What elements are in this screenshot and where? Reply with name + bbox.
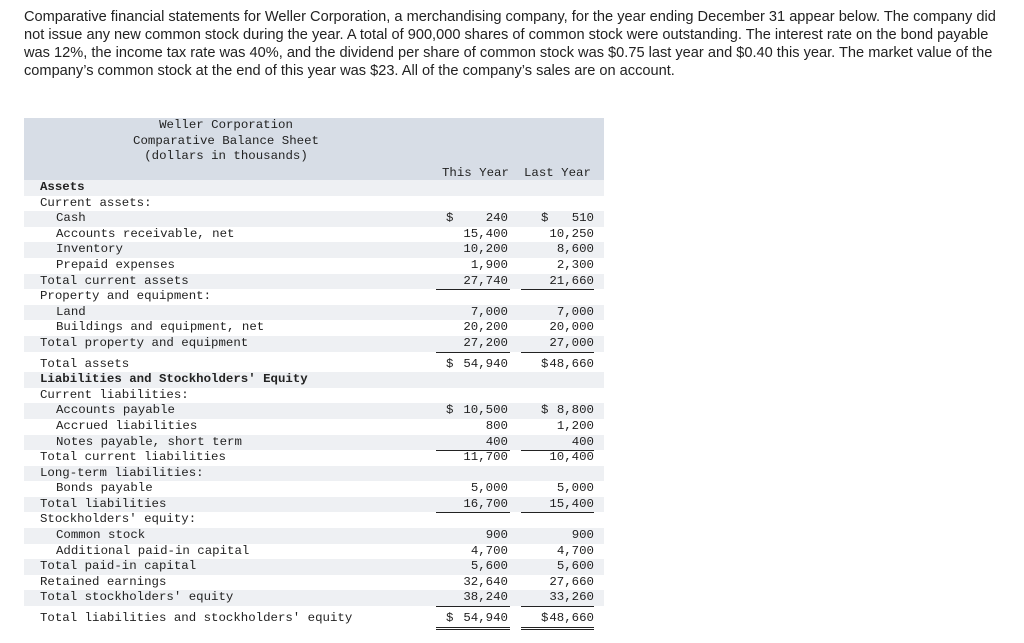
last-year-value-cell [521,320,594,337]
table-row [24,544,604,560]
table-row [24,403,604,419]
row-label: Long-term liabilities: [40,465,204,480]
this-year-value-cell [436,544,510,561]
currency-symbol: $ [541,211,549,226]
this-year-value: 16,700 [463,496,508,511]
row-label: Additional paid-in capital [56,543,250,558]
table-row [24,242,604,258]
balance-sheet-header [24,118,604,180]
row-label: Common stock [56,528,146,543]
last-year-value-cell [521,258,594,275]
table-row [24,497,604,513]
row-label: Total liabilities [40,496,167,511]
last-year-value: 21,660 [549,273,594,288]
last-year-value-cell [521,481,594,498]
currency-symbol: $ [541,611,549,626]
last-year-value-cell [521,497,594,514]
row-label: Total liabilities and stockholders' equity [40,611,353,626]
table-row [24,388,604,404]
last-year-value: 1,200 [556,418,594,433]
table-row [24,512,604,528]
row-label: Accounts payable [56,403,175,418]
row-label: Total stockholders' equity [40,590,234,605]
last-year-value: 7,000 [556,304,594,319]
table-row [24,575,604,591]
last-year-value-cell [521,435,594,452]
this-year-value: 54,940 [463,611,508,626]
this-year-value-cell [436,575,510,592]
this-year-value-cell [436,559,510,575]
row-label: Accounts receivable, net [56,226,235,241]
company-name: Weller Corporation [159,118,293,132]
last-year-value-cell [521,274,594,291]
this-year-value: 240 [485,211,508,226]
last-year-value-cell [521,242,594,258]
last-year-value: 510 [571,211,594,226]
last-year-value: 8,600 [556,242,594,257]
currency-symbol: $ [446,403,454,418]
last-year-value-cell [521,590,594,607]
this-year-value: 900 [485,528,508,543]
this-year-value: 27,740 [463,273,508,288]
this-year-value: 11,700 [463,450,508,465]
this-year-value-cell [436,435,510,452]
last-year-value-cell [521,211,594,227]
table-row [24,336,604,352]
row-label: Total current assets [40,273,189,288]
this-year-value: 38,240 [463,590,508,605]
last-year-value: 5,600 [556,559,594,574]
table-row [24,305,604,321]
this-year-value: 10,500 [463,403,508,418]
row-label: Total paid-in capital [40,559,197,574]
currency-symbol: $ [446,211,454,226]
row-label: Liabilities and Stockholders' Equity [40,372,308,387]
table-row [24,211,604,227]
this-year-value: 54,940 [463,356,508,371]
this-year-value-cell [436,450,510,466]
last-year-value-cell [521,450,594,466]
this-year-value: 5,000 [470,481,508,496]
row-label: Total assets [40,356,130,371]
last-year-value: 400 [571,434,594,449]
last-year-value-cell [521,611,594,630]
row-label: Prepaid expenses [56,257,175,272]
table-row [24,481,604,497]
last-year-value: 48,660 [549,611,594,626]
this-year-value: 7,000 [470,304,508,319]
table-row [24,435,604,451]
table-row [24,274,604,290]
this-year-value-cell [436,336,510,353]
row-label: Bonds payable [56,481,153,496]
last-year-value: 20,000 [549,320,594,335]
row-label: Current liabilities: [40,387,189,402]
last-year-value-cell [521,528,594,544]
row-label: Accrued liabilities [56,418,198,433]
this-year-value-cell [436,305,510,321]
currency-symbol: $ [446,356,454,371]
table-row [24,466,604,482]
table-row [24,559,604,575]
table-row [24,227,604,243]
row-label: Notes payable, short term [56,434,242,449]
this-year-value-cell [436,211,510,227]
last-year-value: 2,300 [556,257,594,272]
currency-symbol: $ [446,611,454,626]
table-row [24,611,604,627]
row-label: Inventory [56,242,123,257]
this-year-value-cell [436,227,510,243]
this-year-value: 400 [485,434,508,449]
this-year-value-cell [436,403,510,419]
this-year-value: 800 [485,418,508,433]
this-year-value-cell [436,528,510,544]
currency-symbol: $ [541,403,549,418]
this-year-value: 4,700 [470,543,508,558]
row-label: Current assets: [40,195,152,210]
column-header-last-year: Last Year [524,166,591,180]
balance-sheet-title [24,118,428,165]
statement-name: Comparative Balance Sheet [133,133,319,148]
last-year-value: 10,400 [549,450,594,465]
row-label: Total current liabilities [40,450,226,465]
table-row [24,357,604,373]
last-year-value-cell [521,544,594,561]
row-label: Buildings and equipment, net [56,320,265,335]
this-year-value: 20,200 [463,320,508,335]
table-row [24,258,604,274]
last-year-value: 27,660 [549,574,594,589]
last-year-value-cell [521,305,594,321]
last-year-value-cell [521,575,594,592]
last-year-value: 33,260 [549,590,594,605]
last-year-value-cell [521,227,594,243]
problem-intro-text: Comparative financial statements for Weller Corporation, a merchandising company, for the year ending December 31 appear below. The company did not issue any new common stock during the year. A total of 900,000 shares of common stock were outstanding. The interest rate on the bond payable was 12%, the income tax rate was 40%, and the dividend per share of common stock was $0.75 last year and $0.40 this year. The market value of the company’s common stock at the end of this year was $23. All of the company’s sales are on account. [24,9,996,79]
last-year-value-cell [521,559,594,575]
last-year-value: 4,700 [556,543,594,558]
last-year-value-cell [521,336,594,353]
this-year-value-cell [436,274,510,291]
table-row [24,450,604,466]
row-label: Cash [56,211,86,226]
balance-sheet-table [24,118,604,627]
balance-sheet-rows [24,180,604,627]
this-year-value: 1,900 [470,257,508,272]
table-row [24,180,604,196]
this-year-value-cell [436,320,510,337]
row-label: Property and equipment: [40,289,212,304]
last-year-value: 10,250 [549,226,594,241]
table-row [24,289,604,305]
table-row [24,372,604,388]
table-row [24,419,604,435]
this-year-value: 5,600 [470,559,508,574]
this-year-value: 10,200 [463,242,508,257]
row-label: Stockholders' equity: [40,512,197,527]
this-year-value: 32,640 [463,574,508,589]
last-year-value-cell [521,419,594,435]
row-label: Total property and equipment [40,335,249,350]
this-year-value: 27,200 [463,335,508,350]
statement-units: (dollars in thousands) [144,149,308,164]
this-year-value-cell [436,242,510,258]
last-year-value: 48,660 [549,356,594,371]
row-label: Assets [40,180,85,194]
last-year-value-cell [521,403,594,419]
table-row [24,320,604,336]
last-year-value: 27,000 [549,335,594,350]
last-year-value: 15,400 [549,496,594,511]
table-row [24,590,604,606]
table-row [24,196,604,212]
row-label: Retained earnings [40,574,167,589]
this-year-value-cell [436,611,510,630]
last-year-value: 8,800 [556,403,594,418]
this-year-value-cell [436,419,510,435]
last-year-value: 5,000 [556,481,594,496]
this-year-value-cell [436,258,510,275]
row-label: Land [56,304,86,319]
this-year-value: 15,400 [463,226,508,241]
this-year-value-cell [436,590,510,607]
table-row [24,528,604,544]
this-year-value-cell [436,481,510,498]
column-header-this-year: This Year [442,166,509,180]
currency-symbol: $ [541,356,549,371]
this-year-value-cell [436,497,510,514]
last-year-value: 900 [571,528,594,543]
